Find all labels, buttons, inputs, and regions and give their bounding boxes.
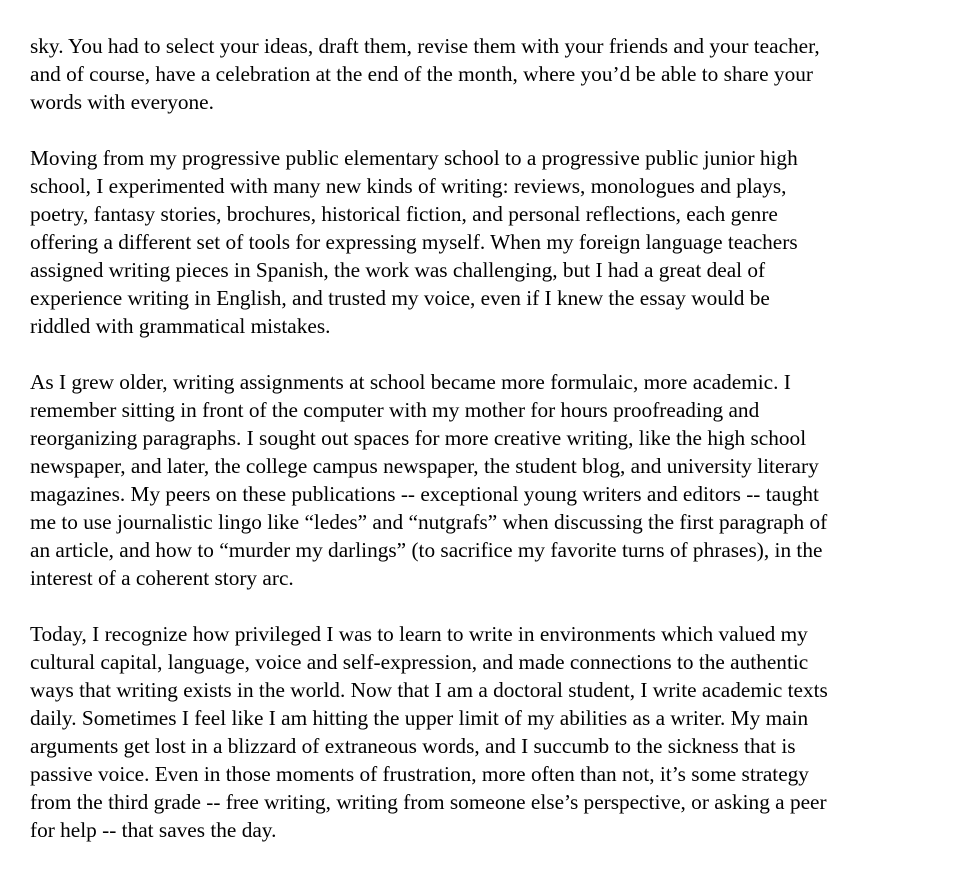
text-line: Today, I recognize how privileged I was to learn to write in environments which valued my bbox=[30, 622, 808, 646]
text-line: offering a different set of tools for expressing myself. When my foreign language teachers bbox=[30, 230, 798, 254]
text-line: passive voice. Even in those moments of frustration, more often than not, it’s some strategy bbox=[30, 762, 809, 786]
text-line: remember sitting in front of the computer with my mother for hours proofreading and bbox=[30, 398, 760, 422]
text-line: from the third grade -- free writing, writing from someone else’s perspective, or asking a peer bbox=[30, 790, 827, 814]
text-line: arguments get lost in a blizzard of extraneous words, and I succumb to the sickness that is bbox=[30, 734, 796, 758]
text-line: sky. You had to select your ideas, draft them, revise them with your friends and your teacher, bbox=[30, 34, 820, 58]
text-line: ways that writing exists in the world. Now that I am a doctoral student, I write academic texts bbox=[30, 678, 828, 702]
text-line: cultural capital, language, voice and self-expression, and made connections to the authentic bbox=[30, 650, 809, 674]
paragraph-4 bbox=[30, 620, 950, 844]
text-line: an article, and how to “murder my darlings” (to sacrifice my favorite turns of phrases), in the bbox=[30, 538, 823, 562]
text-line: assigned writing pieces in Spanish, the work was challenging, but I had a great deal of bbox=[30, 258, 766, 282]
text-line: daily. Sometimes I feel like I am hitting the upper limit of my abilities as a writer. My main bbox=[30, 706, 809, 730]
text-line: As I grew older, writing assignments at school became more formulaic, more academic. I bbox=[30, 370, 791, 394]
text-line: reorganizing paragraphs. I sought out spaces for more creative writing, like the high school bbox=[30, 426, 807, 450]
text-line: and of course, have a celebration at the end of the month, where you’d be able to share your bbox=[30, 62, 813, 86]
text-line: newspaper, and later, the college campus newspaper, the student blog, and university literary bbox=[30, 454, 819, 478]
paragraph-3 bbox=[30, 368, 950, 592]
paragraph-2 bbox=[30, 144, 950, 340]
text-line: words with everyone. bbox=[30, 90, 214, 114]
text-line: Moving from my progressive public elementary school to a progressive public junior high bbox=[30, 146, 798, 170]
text-line: interest of a coherent story arc. bbox=[30, 566, 294, 590]
text-line: me to use journalistic lingo like “ledes” and “nutgrafs” when discussing the first paragraph of bbox=[30, 510, 828, 534]
text-line: poetry, fantasy stories, brochures, historical fiction, and personal reflections, each genre bbox=[30, 202, 778, 226]
text-line: magazines. My peers on these publications -- exceptional young writers and editors -- taught bbox=[30, 482, 819, 506]
text-line: school, I experimented with many new kinds of writing: reviews, monologues and plays, bbox=[30, 174, 787, 198]
paragraph-1 bbox=[30, 32, 950, 116]
document-body bbox=[30, 32, 950, 844]
text-line: experience writing in English, and trusted my voice, even if I knew the essay would be bbox=[30, 286, 770, 310]
text-line: for help -- that saves the day. bbox=[30, 818, 277, 842]
text-line: riddled with grammatical mistakes. bbox=[30, 314, 331, 338]
